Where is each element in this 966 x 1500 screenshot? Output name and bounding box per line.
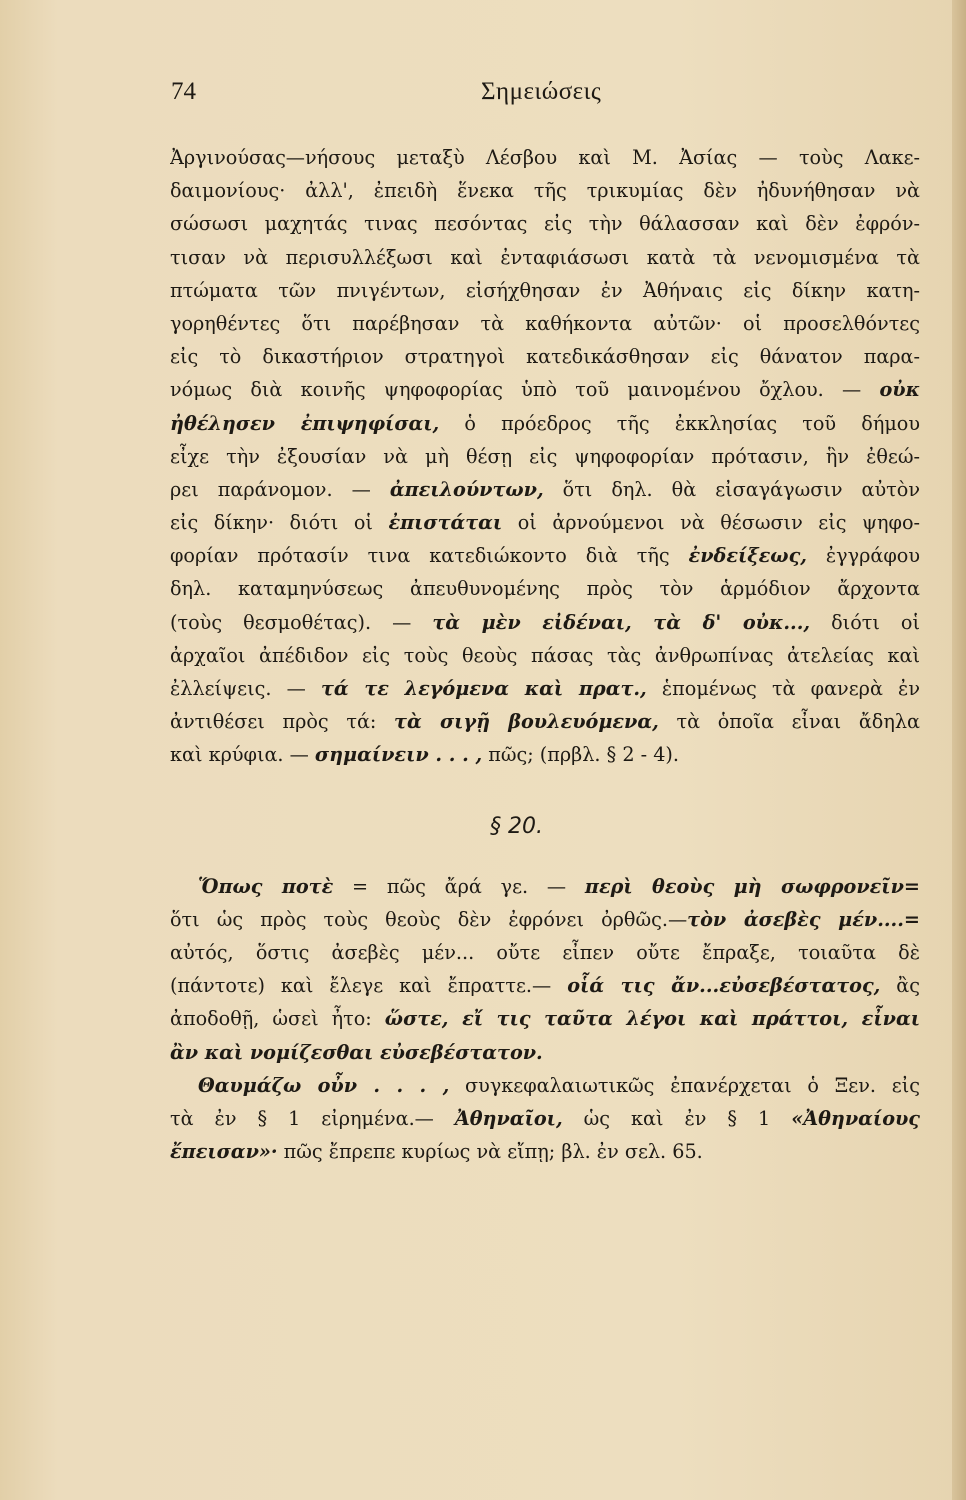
page-number: 74 bbox=[171, 78, 196, 105]
lemma: ἀπειλούντων, bbox=[389, 477, 544, 501]
text-line: ἀρχαῖοι ἀπέδιδον εἰς τοὺς θεοὺς πάσας τὰς ἀνθρωπίνας ἀτελείας καὶ bbox=[170, 643, 920, 667]
text-run: (πάντοτε) καὶ ἔλεγε καὶ ἔπραττε.— bbox=[170, 974, 552, 998]
text-line: δηλ. καταμηνύσεως ἀπευθυνομένης πρὸς τὸν ἁρμόδιον ἄρχοντα bbox=[170, 577, 920, 601]
lemma: ἔπεισαν»· bbox=[170, 1140, 278, 1164]
section-heading: § 20. bbox=[490, 813, 543, 839]
lemma: Ἀθηναῖοι, bbox=[454, 1106, 563, 1130]
lemma: ὥστε, εἴ τις ταῦτα λέγοι καὶ πράττοι, εἶναι bbox=[384, 1007, 920, 1031]
lemma: τὰ σιγῇ βουλευόμενα, bbox=[394, 710, 659, 734]
text-run: τὰ ἐν § 1 εἰρημένα.— bbox=[170, 1106, 434, 1130]
lemma: Ὅπως ποτὲ bbox=[198, 874, 334, 898]
text-run: ὡς καὶ ἐν § 1 bbox=[562, 1106, 771, 1130]
lemma: οἷά τις ἄν...εὐσεβέστατος, bbox=[567, 974, 881, 998]
text-run: ἀντιθέσει πρὸς τά: bbox=[170, 710, 377, 734]
text-run: ὅτι ὡς πρὸς τοὺς θεοὺς δὲν ἐφρόνει ὀρθῶς.— bbox=[170, 907, 688, 931]
text-line bbox=[170, 473, 920, 506]
text-line bbox=[170, 870, 920, 903]
paragraph-notes-continued bbox=[170, 141, 920, 772]
text-line bbox=[170, 738, 920, 771]
lemma: ἂν καὶ νομίζεσθαι εὐσεβέστατον. bbox=[170, 1040, 543, 1064]
paragraph-section-20 bbox=[170, 870, 920, 1069]
text-line bbox=[170, 705, 920, 738]
text-line bbox=[170, 1036, 920, 1069]
text-run: οἱ ἀρνούμενοι νὰ θέσωσιν εἰς ψηφο- bbox=[502, 511, 920, 535]
lemma: ἐνδείξεως, bbox=[688, 544, 807, 568]
text-line bbox=[170, 1069, 920, 1102]
text-run: τὰ ὁποῖα εἶναι ἄδηλα bbox=[658, 710, 920, 734]
text-run: πῶς ἔπρεπε κυρίως νὰ εἴπῃ; βλ. ἐν σελ. 65. bbox=[277, 1140, 703, 1164]
text-run: (τοὺς θεσμοθέτας). — bbox=[170, 610, 412, 634]
page-body bbox=[170, 141, 920, 1168]
text-run: ἀποδοθῇ, ὡσεὶ ἦτο: bbox=[170, 1007, 372, 1031]
page-gutter-shadow bbox=[952, 0, 966, 1500]
text-line: τισαν νὰ περισυλλέξωσι καὶ ἐνταφιάσωσι κατὰ τὰ νενομισμένα τὰ bbox=[170, 245, 920, 269]
text-run: ἂς bbox=[880, 974, 920, 998]
text-line: Ἀργινούσας—νήσους μεταξὺ Λέσβου καὶ Μ. Ἀσίας — τοὺς Λακε- bbox=[170, 146, 920, 169]
text-line bbox=[170, 606, 920, 639]
text-run: ἑπομένως τὰ φανερὰ ἐν bbox=[646, 677, 920, 700]
text-run: πῶς; (πρβλ. § 2 - 4). bbox=[482, 743, 680, 767]
lemma: σημαίνειν . . . , bbox=[314, 743, 483, 767]
page-header bbox=[171, 78, 931, 108]
text-line: εἶχε τὴν ἐξουσίαν νὰ μὴ θέσῃ εἰς ψηφοφορίαν πρότασιν, ἣν ἐθεώ- bbox=[170, 444, 920, 468]
text-line bbox=[170, 407, 920, 440]
text-line bbox=[170, 1002, 920, 1035]
paragraph-summary bbox=[170, 1069, 920, 1169]
lemma: τὸν ἀσεβὲς μέν....= bbox=[687, 907, 920, 931]
text-line: δαιμονίους· ἀλλ', ἐπειδὴ ἕνεκα τῆς τρικυμίας δὲν ἠδυνήθησαν νὰ bbox=[170, 179, 920, 203]
lemma: «Ἀθηναίους bbox=[791, 1106, 920, 1130]
text-run: διότι οἱ bbox=[810, 610, 920, 634]
lemma: τὰ μὲν εἰδέναι, τὰ δ' οὐκ..., bbox=[432, 610, 811, 634]
lemma: τά τε λεγόμενα καὶ πρατ., bbox=[320, 677, 647, 700]
running-title: Σημειώσεις bbox=[481, 78, 602, 105]
lemma: περὶ θεοὺς μὴ σωφρονεῖν= bbox=[584, 874, 920, 898]
text-run: εἰς δίκην· διότι οἱ bbox=[170, 511, 373, 535]
text-line: πτώματα τῶν πνιγέντων, εἰσήχθησαν ἐν Ἀθήναις εἰς δίκην κατη- bbox=[170, 278, 920, 302]
text-run: φορίαν πρότασίν τινα κατεδιώκοντο διὰ τῆς bbox=[170, 544, 670, 568]
lemma: Θαυμάζω οὖν . . . , bbox=[198, 1073, 450, 1097]
text-line bbox=[170, 539, 920, 572]
text-line: αὐτός, ὅστις ἀσεβὲς μέν... οὔτε εἶπεν οὔτε ἔπραξε, τοιαῦτα δὲ bbox=[170, 940, 920, 964]
text-run: = πῶς ἄρά γε. — bbox=[333, 874, 567, 898]
text-run: ὁ πρόεδρος τῆς ἐκκλησίας τοῦ δήμου bbox=[439, 411, 920, 435]
text-line bbox=[170, 373, 920, 406]
lemma: ἐπιστάται bbox=[388, 511, 503, 535]
text-run: ρει παράνομον. — bbox=[170, 477, 371, 501]
text-run: ἐγγράφου bbox=[806, 544, 920, 568]
text-run: καὶ κρύφια. — bbox=[170, 743, 309, 767]
text-line bbox=[170, 1102, 920, 1135]
text-line: εἰς τὸ δικαστήριον στρατηγοὶ κατεδικάσθησαν εἰς θάνατον παρα- bbox=[170, 345, 920, 369]
text-run: ἐλλείψεις. — bbox=[170, 677, 306, 700]
text-run: συγκεφαλαιωτικῶς ἐπανέρχεται ὁ Ξεν. εἰς bbox=[449, 1073, 920, 1097]
lemma: οὐκ bbox=[879, 378, 920, 402]
text-run: ὅτι δηλ. θὰ εἰσαγάγωσιν αὐτὸν bbox=[543, 477, 920, 501]
text-line bbox=[170, 903, 920, 936]
text-line: σώσωσι μαχητάς τινας πεσόντας εἰς τὴν θάλασσαν καὶ δὲν ἐφρόν- bbox=[170, 212, 920, 236]
text-line bbox=[170, 506, 920, 539]
lemma: ἠθέλησεν ἐπιψηφίσαι, bbox=[170, 411, 440, 435]
text-line bbox=[170, 672, 920, 705]
text-line bbox=[170, 969, 920, 1002]
text-line: γορηθέντες ὅτι παρέβησαν τὰ καθήκοντα αὐτῶν· οἱ προσελθόντες bbox=[170, 311, 920, 335]
text-line bbox=[170, 1135, 920, 1168]
text-run: νόμως διὰ κοινῆς ψηφοφορίας ὑπὸ τοῦ μαινομένου ὄχλου. — bbox=[170, 378, 862, 402]
